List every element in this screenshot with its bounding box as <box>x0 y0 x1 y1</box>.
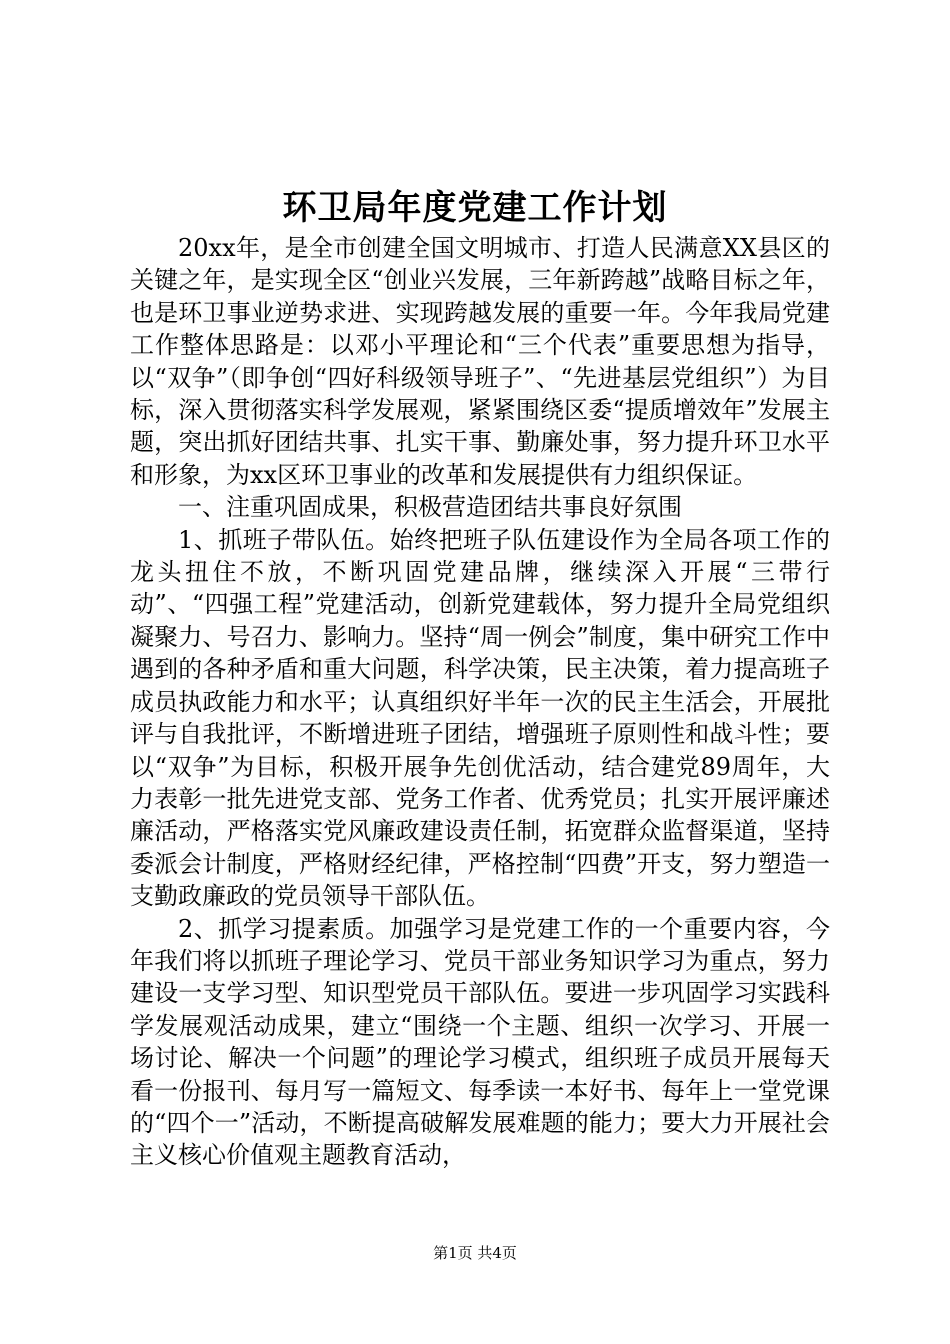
paragraph-item-1: 1、抓班子带队伍。始终把班子队伍建设作为全局各项工作的龙头扭住不放，不断巩固党建品牌，继续深入开展“三带行动”、“四强工程”党建活动，创新党建载体，努力提升全局党组织凝聚力、号召力、影响力。坚持“周一例会”制度，集中研究工作中遇到的各种矛盾和重大问题，科学决策，民主决策，着力提高班子成员执政能力和水平；认真组织好半年一次的民主生活会，开展批评与自我批评，不断增进班子团结，增强班子原则性和战斗性；要以“双争”为目标，积极开展争先创优活动，结合建党89周年，大力表彰一批先进党支部、党务工作者、优秀党员；扎实开展评廉述廉活动，严格落实党风廉政建设责任制，拓宽群众监督渠道，坚持委派会计制度，严格财经纪律，严格控制“四费”开支，努力塑造一支勤政廉政的党员领导干部队伍。 <box>130 525 830 911</box>
paragraph-item-2: 2、抓学习提素质。加强学习是党建工作的一个重要内容，今年我们将以抓班子理论学习、党员干部业务知识学习为重点，努力建设一支学习型、知识型党员干部队伍。要进一步巩固学习实践科学发展观活动成果，建立“围绕一个主题、组织一次学习、开展一场讨论、解决一个问题”的理论学习模式，组织班子成员开展每天看一份报刊、每月写一篇短文、每季读一本好书、每年上一堂党课的“四个一”活动，不断提高破解发展难题的能力；要大力开展社会主义核心价值观主题教育活动， <box>130 914 830 1170</box>
document-body <box>130 232 830 1172</box>
page-footer: 第1页 共4页 <box>433 1244 517 1262</box>
intro-paragraph: 20xx年，是全市创建全国文明城市、打造人民满意XX县区的关键之年，是实现全区“创业兴发展，三年新跨越”战略目标之年，也是环卫事业逆势求进、实现跨越发展的重要一年。今年我局党建工作整体思路是：以邓小平理论和“三个代表”重要思想为指导，以“双争”（即争创“四好科级领导班子”、“先进基层党组织”）为目标，深入贯彻落实科学发展观，紧紧围绕区委“提质增效年”发展主题，突出抓好团结共事、扎实干事、勤廉处事，努力提升环卫水平和形象，为xx区环卫事业的改革和发展提供有力组织保证。 <box>130 234 830 489</box>
section-heading-1: 一、注重巩固成果，积极营造团结共事良好氛围 <box>178 493 682 522</box>
document-title: 环卫局年度党建工作计划 <box>282 188 668 228</box>
